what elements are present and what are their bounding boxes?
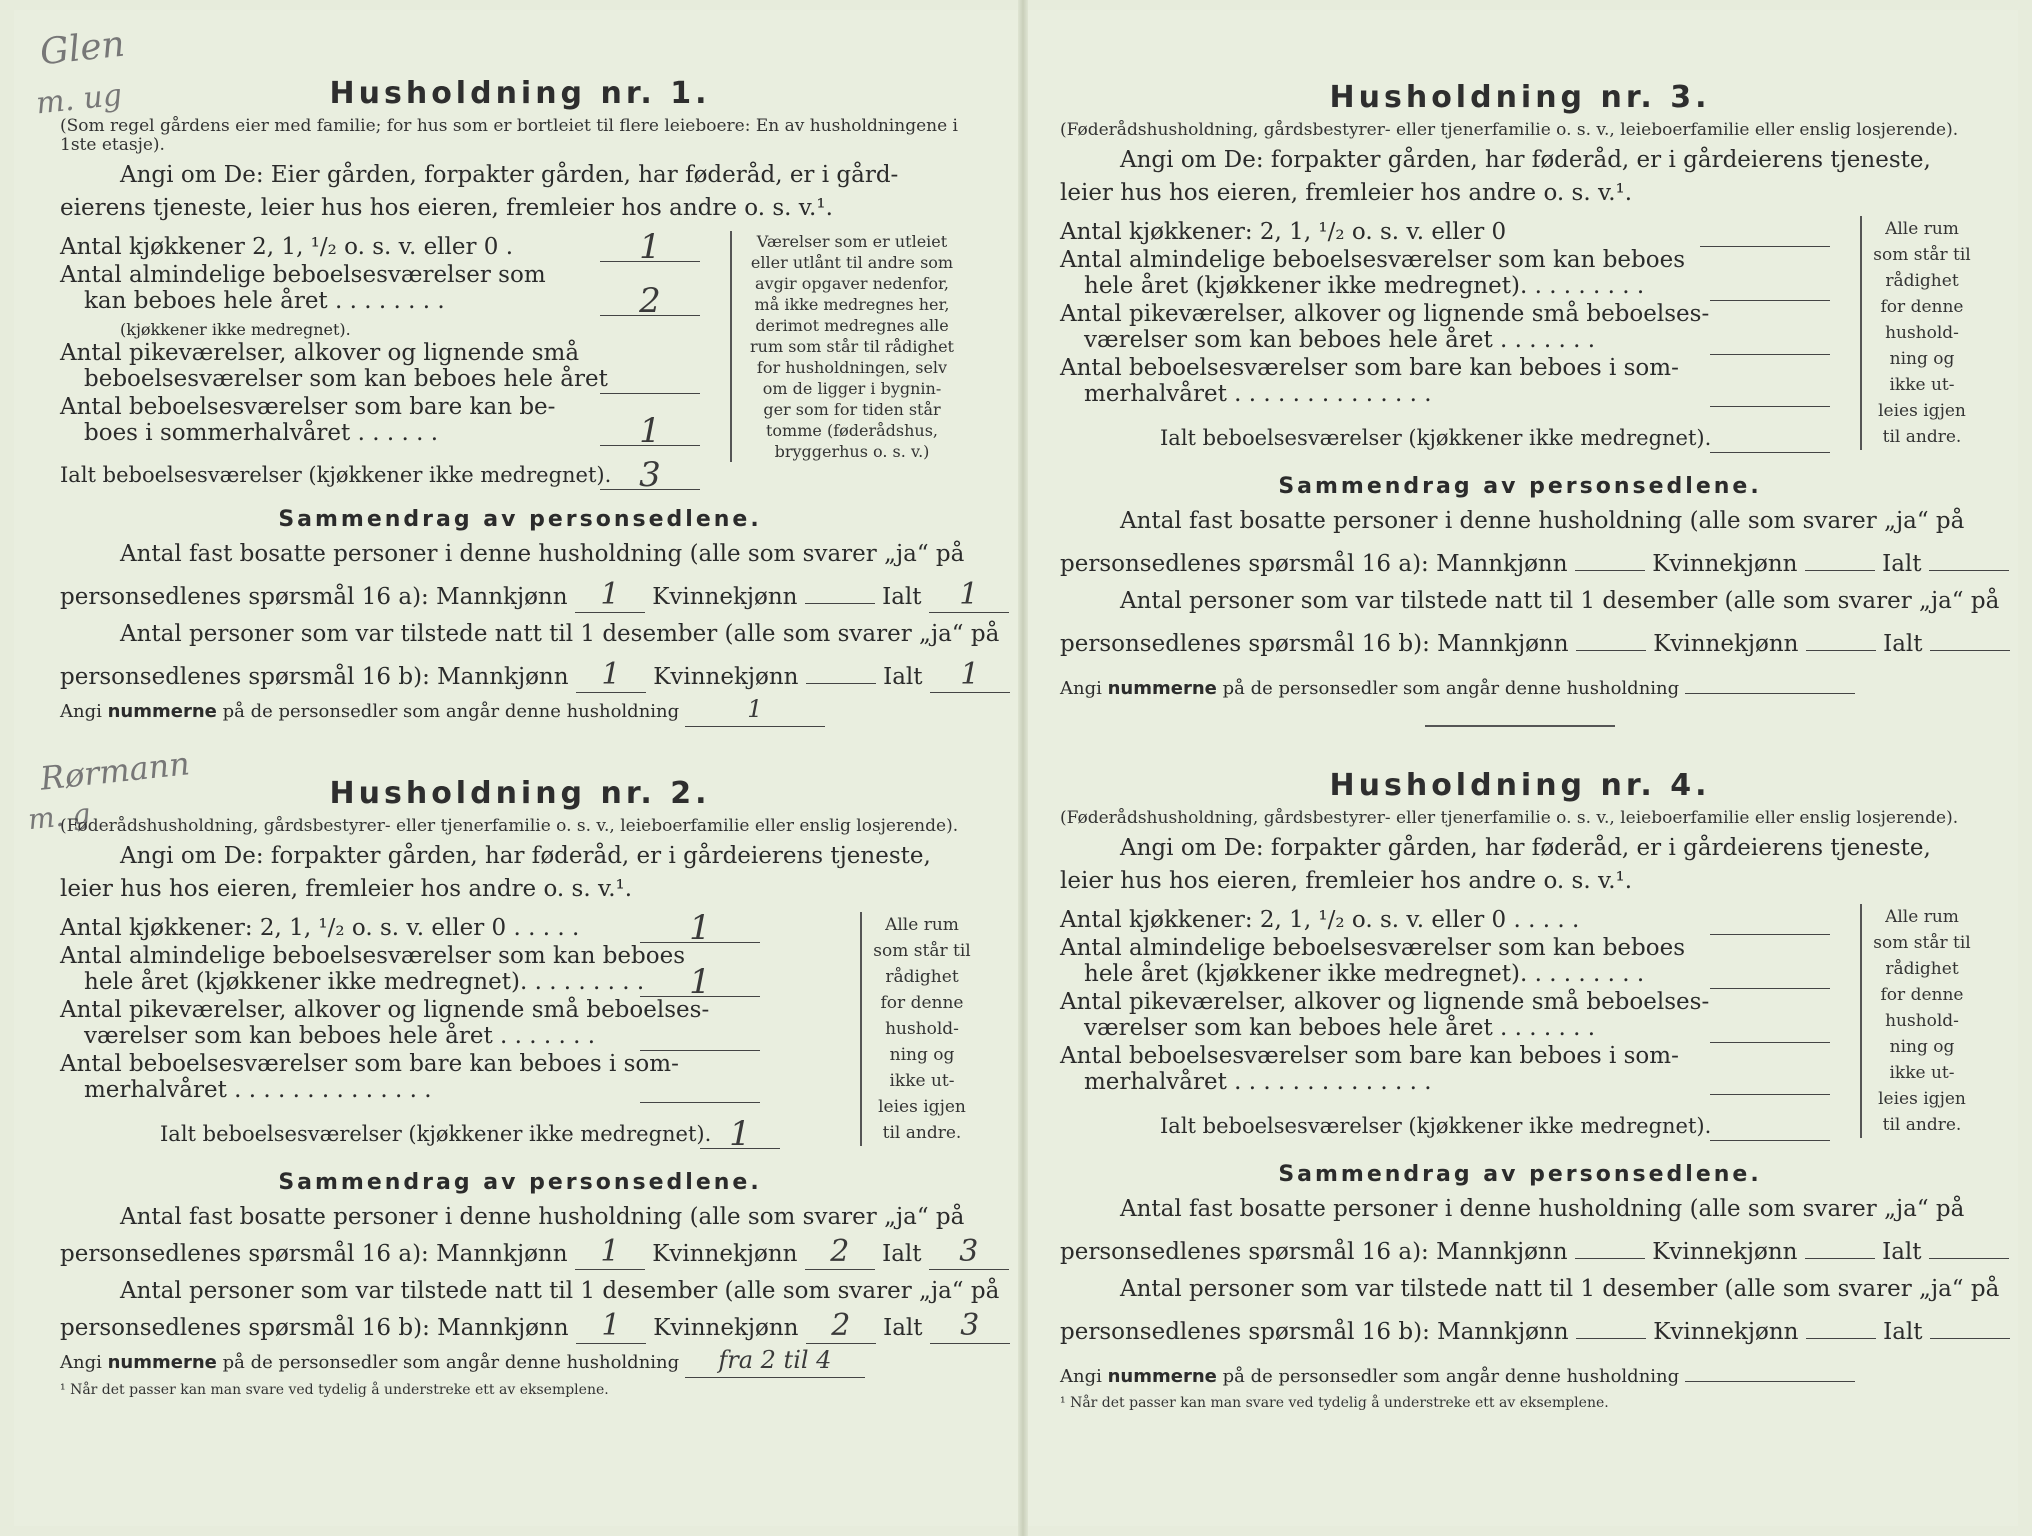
household-4-note: (Føderådshusholdning, gårdsbestyrer- eller tjenerfamilie o. s. v., leieboerfamilie eller enslig losjerende). — [1060, 808, 1959, 828]
brace-line: rum som står til rådighet — [750, 337, 954, 356]
female-label: Kvinnekjønn — [1652, 1239, 1798, 1265]
page-fold — [1018, 0, 1028, 1536]
household-2-room-counts — [60, 908, 980, 1162]
household-3-present-line-a: Antal personer som var tilstede natt til 1 desember (alle som svarer „ja“ på — [1120, 588, 2000, 614]
numbers-post: på de personsedler som angår denne husholdning — [222, 1352, 680, 1373]
household-3-note: (Føderådshusholdning, gårdsbestyrer- eller tjenerfamilie o. s. v., leieboerfamilie eller enslig losjerende). — [1060, 120, 1959, 140]
total-label: Ialt — [1883, 631, 1923, 657]
household-2-title: Husholdning nr. 2. — [329, 776, 711, 811]
brace-line: om de ligger i bygnin- — [762, 379, 942, 398]
household-1-summary-title: Sammendrag av personsedlene. — [278, 507, 762, 532]
numbers-bold: nummerne — [1107, 678, 1217, 699]
summer-rooms-label-b: merhalvåret . . . . . . . . . . . . . . — [84, 1077, 432, 1103]
brace-line: ning og — [889, 1045, 955, 1065]
rooms-label-b: kan beboes hele året . . . . . . . . — [84, 288, 445, 314]
female-label: Kvinnekjønn — [653, 664, 799, 690]
brace-line: for denne — [1880, 985, 1964, 1005]
summer-rooms-answer — [640, 1072, 760, 1103]
total-rooms-answer — [1710, 1110, 1830, 1141]
resident-female-count — [1805, 540, 1875, 571]
present-total-count — [1930, 620, 2010, 651]
household-2-note: (Føderådshusholdning, gårdsbestyrer- eller tjenerfamilie o. s. v., leieboerfamilie eller enslig losjerende). — [60, 816, 959, 836]
household-1-angi-line-1: Angi om De: Eier gården, forpakter gården, har føderåd, er i gård- — [120, 162, 899, 188]
rooms-label-c: (kjøkkener ikke medregnet). — [120, 320, 351, 339]
brace-line: til andre. — [1882, 427, 1962, 447]
brace-line: derimot medregnes alle — [755, 316, 949, 335]
household-4-present-line-a: Antal personer som var tilstede natt til 1 desember (alle som svarer „ja“ på — [1120, 1276, 2000, 1302]
brace-line: rådighet — [1885, 959, 1959, 979]
household-4-title: Husholdning nr. 4. — [1329, 768, 1711, 803]
female-label: Kvinnekjønn — [653, 1315, 799, 1341]
household-1-note: (Som regel gårdens eier med familie; for hus som er bortleiet til flere leieboere: En av husholdningene i 1ste etasje). — [60, 116, 958, 155]
total-label: Ialt — [883, 1315, 923, 1341]
numbers-pre: Angi — [1060, 678, 1102, 699]
numbers-answer — [1685, 1351, 1855, 1382]
numbers-pre: Angi — [60, 1352, 102, 1373]
small-rooms-label-b: værelser som kan beboes hele året . . . . . . . — [1084, 1015, 1596, 1041]
numbers-bold: nummerne — [1107, 1366, 1217, 1387]
summer-rooms-label-b: merhalvåret . . . . . . . . . . . . . . — [1084, 381, 1432, 407]
resident-total-count — [1929, 1228, 2009, 1259]
present-label: personsedlenes spørsmål 16 b): Mannkjønn — [60, 664, 569, 690]
kitchens-answer: 1 — [640, 912, 760, 943]
summer-rooms-answer — [1710, 376, 1830, 407]
household-3-resident-line-a: Antal fast bosatte personer i denne husholdning (alle som svarer „ja“ på — [1120, 508, 1965, 534]
small-rooms-answer — [1710, 324, 1830, 355]
summer-rooms-label-b: merhalvåret . . . . . . . . . . . . . . — [1084, 1069, 1432, 1095]
summer-rooms-label-a: Antal beboelsesværelser som bare kan be- — [60, 394, 556, 420]
small-rooms-answer — [1710, 1012, 1830, 1043]
numbers-bold: nummerne — [107, 701, 217, 722]
household-3-angi-line-1: Angi om De: forpakter gården, har føderåd, er i gårdeierens tjeneste, — [1120, 147, 1931, 173]
summer-rooms-answer — [1710, 1064, 1830, 1095]
rooms-label-a: Antal almindelige beboelsesværelser som kan beboes — [1060, 247, 1686, 273]
margin-note-middle-1: Rørmann — [38, 744, 192, 798]
small-rooms-label-a: Antal pikeværelser, alkover og lignende små — [60, 340, 580, 366]
resident-total-count: 3 — [929, 1239, 1009, 1270]
footnote: ¹ Når det passer kan man svare ved tydelig å understreke ett av eksemplene. — [60, 1382, 609, 1398]
summer-rooms-label-b: boes i sommerhalvåret . . . . . . — [84, 420, 439, 446]
total-label: Ialt — [1883, 1319, 1923, 1345]
small-rooms-answer — [600, 363, 700, 394]
brace-line: Værelser som er utleiet — [756, 232, 948, 251]
small-rooms-label-b: værelser som kan beboes hele året . . . . . . . — [84, 1023, 596, 1049]
rooms-answer: 2 — [600, 285, 700, 316]
numbers-answer — [1685, 663, 1855, 694]
summer-rooms-label-a: Antal beboelsesværelser som bare kan beboes i som- — [60, 1051, 679, 1077]
household-2-angi-line-2: leier hus hos eieren, fremleier hos andre o. s. v.¹. — [60, 876, 633, 902]
resident-female-count — [1805, 1228, 1875, 1259]
present-female-count — [1806, 1308, 1876, 1339]
resident-female-count — [805, 573, 875, 604]
total-label: Ialt — [883, 664, 923, 690]
brace-line: må ikke medregnes her, — [754, 295, 950, 314]
household-3 — [1060, 80, 2000, 737]
total-rooms-answer — [1710, 422, 1830, 453]
household-1-numbers-line — [60, 696, 980, 727]
household-3-numbers-line — [1060, 663, 1980, 703]
brace-line: Alle rum — [885, 915, 959, 935]
household-1-angi-line-2: eierens tjeneste, leier hus hos eieren, fremleier hos andre o. s. v.¹. — [60, 195, 833, 221]
kitchens-answer — [1700, 216, 1830, 247]
rooms-answer — [1710, 958, 1830, 989]
total-rooms-label: Ialt beboelsesværelser (kjøkkener ikke medregnet). — [60, 463, 612, 487]
household-1-present-line-b — [60, 653, 980, 696]
numbers-bold: nummerne — [107, 1352, 217, 1373]
female-label: Kvinnekjønn — [1653, 1319, 1799, 1345]
rooms-label-b: hele året (kjøkkener ikke medregnet). . . . . . . . . — [1084, 961, 1645, 987]
brace-line: ning og — [1889, 1037, 1955, 1057]
brace-line: avgir opgaver nedenfor, — [755, 274, 949, 293]
present-total-count: 3 — [930, 1313, 1010, 1344]
small-rooms-label-b: beboelsesværelser som kan beboes hele året — [84, 366, 608, 392]
household-4-numbers-line — [1060, 1351, 1980, 1391]
small-rooms-label-b: værelser som kan beboes hele året . . . . . . . — [1084, 327, 1596, 353]
household-1-present-line-a: Antal personer som var tilstede natt til 1 desember (alle som svarer „ja“ på — [120, 621, 1000, 647]
section-separator — [1425, 725, 1615, 727]
kitchens-label: Antal kjøkkener 2, 1, ¹/₂ o. s. v. eller 0 . — [60, 234, 514, 260]
brace-line: Alle rum — [1885, 907, 1959, 927]
total-label: Ialt — [1882, 551, 1922, 577]
present-total-count — [1930, 1308, 2010, 1339]
household-2-present-line-a: Antal personer som var tilstede natt til 1 desember (alle som svarer „ja“ på — [120, 1278, 1000, 1304]
brace-line: for husholdningen, selv — [756, 358, 948, 377]
household-2-numbers-line — [60, 1347, 980, 1378]
female-label: Kvinnekjønn — [652, 1241, 798, 1267]
margin-note-top-2: m. ug — [34, 77, 124, 122]
household-2 — [60, 776, 1000, 1412]
rooms-label-a: Antal almindelige beboelsesværelser som kan beboes — [60, 943, 686, 969]
resident-female-count: 2 — [805, 1239, 875, 1270]
brace-line: leies igjen — [878, 1097, 966, 1117]
total-label: Ialt — [882, 1241, 922, 1267]
household-4-resident-line-b — [1060, 1228, 1980, 1271]
household-3-brace-note — [1860, 216, 1972, 450]
household-3-angi-line-2: leier hus hos eieren, fremleier hos andre o. s. v.¹. — [1060, 180, 1633, 206]
brace-line: rådighet — [1885, 271, 1959, 291]
margin-note-middle-2: m. g — [26, 796, 92, 837]
brace-line: tomme (føderådshus, — [765, 421, 938, 440]
household-3-present-line-b — [1060, 620, 1980, 663]
household-4-summary-title: Sammendrag av personsedlene. — [1278, 1162, 1762, 1187]
present-male-count — [1576, 620, 1646, 651]
footnote: ¹ Når det passer kan man svare ved tydelig å understreke ett av eksemplene. — [1060, 1395, 1609, 1411]
total-rooms-label: Ialt beboelsesværelser (kjøkkener ikke medregnet). — [1160, 426, 1712, 450]
household-3-summary-title: Sammendrag av personsedlene. — [1278, 474, 1762, 499]
brace-line: ger som for tiden står — [763, 400, 941, 419]
summer-rooms-label-a: Antal beboelsesværelser som bare kan beboes i som- — [1060, 355, 1679, 381]
brace-line: som står til — [1873, 245, 1971, 265]
small-rooms-answer — [640, 1020, 760, 1051]
rooms-label-a: Antal almindelige beboelsesværelser som — [60, 262, 546, 288]
household-3-room-counts — [1060, 216, 1980, 466]
total-label: Ialt — [1882, 1239, 1922, 1265]
resident-male-count — [1575, 540, 1645, 571]
household-2-angi-line-1: Angi om De: forpakter gården, har føderåd, er i gårdeierens tjeneste, — [120, 843, 931, 869]
brace-line: leies igjen — [1878, 1089, 1966, 1109]
brace-line: til andre. — [1882, 1115, 1962, 1135]
present-female-count: 2 — [806, 1313, 876, 1344]
rooms-answer — [1710, 270, 1830, 301]
household-4 — [1060, 768, 2000, 1425]
brace-line: hushold- — [1885, 1011, 1959, 1031]
brace-line: som står til — [1873, 933, 1971, 953]
present-label: personsedlenes spørsmål 16 b): Mannkjønn — [1060, 1319, 1569, 1345]
household-2-brace-note — [860, 912, 972, 1146]
rooms-label-a: Antal almindelige beboelsesværelser som kan beboes — [1060, 935, 1686, 961]
household-4-brace-note — [1860, 904, 1972, 1138]
resident-label: personsedlenes spørsmål 16 a): Mannkjønn — [60, 584, 568, 610]
brace-line: ikke ut- — [1889, 375, 1955, 395]
numbers-answer: fra 2 til 4 — [685, 1347, 865, 1378]
present-label: personsedlenes spørsmål 16 b): Mannkjønn — [1060, 631, 1569, 657]
resident-label: personsedlenes spørsmål 16 a): Mannkjønn — [1060, 1239, 1568, 1265]
household-3-title: Husholdning nr. 3. — [1329, 80, 1711, 115]
brace-line: ikke ut- — [889, 1071, 955, 1091]
present-female-count — [1806, 620, 1876, 651]
kitchens-label: Antal kjøkkener: 2, 1, ¹/₂ o. s. v. eller 0 — [1060, 219, 1507, 245]
resident-total-count — [1929, 540, 2009, 571]
total-rooms-answer: 1 — [700, 1118, 780, 1149]
female-label: Kvinnekjønn — [1653, 631, 1799, 657]
brace-line: bryggerhus o. s. v.) — [774, 442, 930, 461]
household-1 — [60, 76, 1000, 727]
brace-line: hushold- — [1885, 323, 1959, 343]
present-female-count — [806, 653, 876, 684]
resident-total-count: 1 — [929, 582, 1009, 613]
brace-line: for denne — [880, 993, 964, 1013]
household-4-present-line-b — [1060, 1308, 1980, 1351]
summer-rooms-answer: 1 — [600, 415, 700, 446]
brace-line: Alle rum — [1885, 219, 1959, 239]
total-label: Ialt — [882, 584, 922, 610]
total-rooms-label: Ialt beboelsesværelser (kjøkkener ikke medregnet). — [1160, 1114, 1712, 1138]
brace-line: rådighet — [885, 967, 959, 987]
kitchens-label: Antal kjøkkener: 2, 1, ¹/₂ o. s. v. eller 0 . . . . . — [60, 915, 580, 941]
brace-line: for denne — [1880, 297, 1964, 317]
present-label: personsedlenes spørsmål 16 b): Mannkjønn — [60, 1315, 569, 1341]
small-rooms-label-a: Antal pikeværelser, alkover og lignende små beboelses- — [1060, 989, 1710, 1015]
numbers-post: på de personsedler som angår denne husholdning — [222, 701, 680, 722]
resident-label: personsedlenes spørsmål 16 a): Mannkjønn — [60, 1241, 568, 1267]
numbers-post: på de personsedler som angår denne husholdning — [1222, 678, 1680, 699]
resident-male-count: 1 — [575, 582, 645, 613]
household-3-resident-line-b — [1060, 540, 1980, 583]
brace-line: hushold- — [885, 1019, 959, 1039]
numbers-post: på de personsedler som angår denne husholdning — [1222, 1366, 1680, 1387]
numbers-answer: 1 — [685, 696, 825, 727]
present-male-count — [1576, 1308, 1646, 1339]
household-1-title: Husholdning nr. 1. — [329, 76, 711, 111]
small-rooms-label-a: Antal pikeværelser, alkover og lignende små beboelses- — [60, 997, 710, 1023]
margin-note-top-1: Glen — [38, 23, 127, 74]
female-label: Kvinnekjønn — [652, 584, 798, 610]
resident-male-count: 1 — [575, 1239, 645, 1270]
kitchens-label: Antal kjøkkener: 2, 1, ¹/₂ o. s. v. eller 0 . . . . . — [1060, 907, 1580, 933]
household-2-resident-line-b — [60, 1236, 980, 1273]
brace-line: til andre. — [882, 1123, 962, 1143]
rooms-label-b: hele året (kjøkkener ikke medregnet). . . . . . . . . — [84, 969, 645, 995]
present-total-count: 1 — [930, 662, 1010, 693]
brace-line: som står til — [873, 941, 971, 961]
household-1-resident-line-b — [60, 573, 980, 616]
present-male-count: 1 — [576, 1313, 646, 1344]
household-1-resident-line-a: Antal fast bosatte personer i denne husholdning (alle som svarer „ja“ på — [120, 541, 965, 567]
resident-label: personsedlenes spørsmål 16 a): Mannkjønn — [1060, 551, 1568, 577]
total-rooms-answer: 3 — [600, 459, 700, 490]
brace-line: eller utlånt til andre som — [750, 253, 954, 272]
household-1-brace-note — [730, 231, 962, 462]
household-4-room-counts — [1060, 904, 1980, 1154]
female-label: Kvinnekjønn — [1652, 551, 1798, 577]
household-4-resident-line-a: Antal fast bosatte personer i denne husholdning (alle som svarer „ja“ på — [1120, 1196, 1965, 1222]
household-4-angi-line-2: leier hus hos eieren, fremleier hos andre o. s. v.¹. — [1060, 868, 1633, 894]
present-male-count: 1 — [576, 662, 646, 693]
kitchens-answer — [1710, 904, 1830, 935]
brace-line: ikke ut- — [1889, 1063, 1955, 1083]
summer-rooms-label-a: Antal beboelsesværelser som bare kan beboes i som- — [1060, 1043, 1679, 1069]
small-rooms-label-a: Antal pikeværelser, alkover og lignende små beboelses- — [1060, 301, 1710, 327]
rooms-answer: 1 — [640, 966, 760, 997]
right-page — [1060, 0, 2000, 1536]
household-2-resident-line-a: Antal fast bosatte personer i denne husholdning (alle som svarer „ja“ på — [120, 1204, 965, 1230]
kitchens-answer: 1 — [600, 231, 700, 262]
brace-line: leies igjen — [1878, 401, 1966, 421]
household-2-summary-title: Sammendrag av personsedlene. — [278, 1170, 762, 1195]
resident-male-count — [1575, 1228, 1645, 1259]
rooms-label-b: hele året (kjøkkener ikke medregnet). . . . . . . . . — [1084, 273, 1645, 299]
left-page — [60, 0, 1000, 1536]
household-4-angi-line-1: Angi om De: forpakter gården, har føderåd, er i gårdeierens tjeneste, — [1120, 835, 1931, 861]
household-1-room-counts — [60, 227, 980, 499]
numbers-pre: Angi — [1060, 1366, 1102, 1387]
brace-line: ning og — [1889, 349, 1955, 369]
total-rooms-label: Ialt beboelsesværelser (kjøkkener ikke medregnet). — [160, 1122, 712, 1146]
household-2-present-line-b — [60, 1310, 980, 1347]
numbers-pre: Angi — [60, 701, 102, 722]
